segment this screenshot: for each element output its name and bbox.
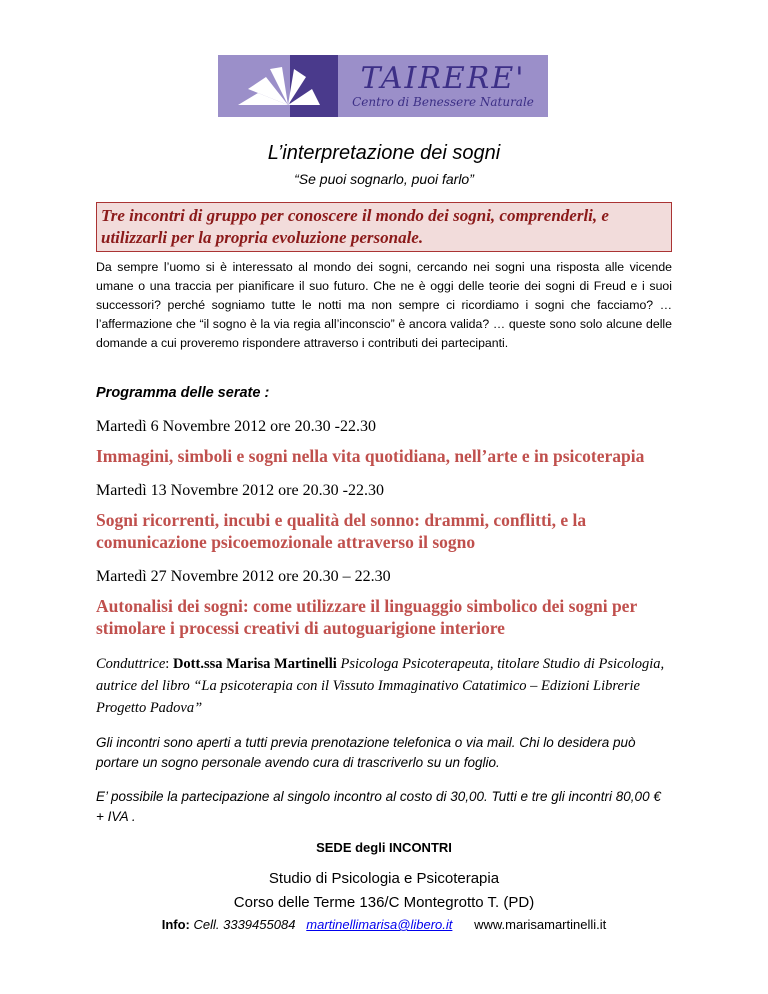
- session-date: Martedì 6 Novembre 2012 ore 20.30 -22.30: [96, 418, 376, 435]
- contact-info: [0, 915, 768, 935]
- session-topic: Immagini, simboli e sogni nella vita quotidiana, nell’arte e in psicoterapia: [96, 446, 645, 466]
- booking-note: Gli incontri sono aperti a tutti previa prenotazione telefonica o via mail. Chi lo desidera può portare un sogno personale avendo cura di trascriverlo su un foglio.: [96, 735, 636, 770]
- session-topic: Autonalisi dei sogni: come utilizzare il linguaggio simbolico dei sogni per stimolare i processi creativi di autoguarigione interiore: [96, 596, 637, 638]
- cost-note: E’ possibile la partecipazione al singolo incontro al costo di 30,00. Tutti e tre gli incontri 80,00 € + IVA .: [96, 789, 661, 824]
- venue-name: Studio di Psicologia e Psicoterapia: [268, 870, 500, 887]
- session-topic: Sogni ricorrenti, incubi e qualità del sonno: drammi, conflitti, e la comunicazione psicoemozionale attraverso il sogno: [96, 510, 587, 552]
- program-label: Programma delle serate :: [96, 385, 270, 401]
- logo-name: TAIRERE': [360, 61, 526, 96]
- page-title: L’interpretazione dei sogni: [267, 142, 501, 164]
- host-info: Conduttrice: Dott.ssa Marisa Martinelli Psicologa Psicoterapeuta, titolare Studio di Psicologia, autrice del libro “La psicoterapia con il Vissuto Immaginativo Catatimico – Edizioni Librerie Progetto Padova”: [96, 656, 665, 716]
- intro-box: Tre incontri di gruppo per conoscere il mondo dei sogni, comprenderli, e utilizzarli per la propria evoluzione personale.: [96, 202, 672, 252]
- host-bio: Psicologa Psicoterapeuta, titolare Studio di Psicologia, autrice del libro “La psicoterapia con il Vissuto Immaginativo Catatimico – Edizioni Librerie Progetto Padova”: [96, 656, 665, 716]
- phone: Cell. 3339455084: [193, 917, 296, 932]
- fan-logo-icon: [218, 55, 338, 117]
- description: Da sempre l’uomo si è interessato al mondo dei sogni, cercando nei sogni una risposta alle vicende umane o una traccia per pianificare il suo futuro. Che ne è oggi delle teorie dei sogni di Freud e i suoi successori? perché sogniamo tutte le notti ma non sempre ci ricordiamo i sogni che facciamo? … l’affermazione che “il sogno è la via regia all’inconscio” è ancora valida? … queste sono solo alcune delle domande a cui proveremo rispondere attraverso i contributi dei partecipanti.: [96, 260, 672, 350]
- session-date: Martedì 27 Novembre 2012 ore 20.30 – 22.30: [96, 568, 391, 585]
- logo-tagline: Centro di Benessere Naturale: [352, 95, 534, 109]
- venue-heading: SEDE degli INCONTRI: [316, 840, 452, 855]
- website: www.marisamartinelli.it: [474, 917, 607, 932]
- session-date: Martedì 13 Novembre 2012 ore 20.30 -22.30: [96, 482, 384, 499]
- info-label: Info:: [161, 917, 190, 932]
- venue-address: Corso delle Terme 136/C Montegrotto T. (PD): [233, 894, 535, 911]
- host-name: Dott.ssa Marisa Martinelli: [172, 656, 337, 672]
- email-link[interactable]: [306, 917, 452, 932]
- host-label: Conduttrice: [96, 656, 166, 672]
- subtitle: “Se puoi sognarlo, puoi farlo”: [294, 171, 474, 187]
- email-text: martinellimarisa@libero.it: [306, 917, 453, 932]
- logo: [218, 55, 548, 117]
